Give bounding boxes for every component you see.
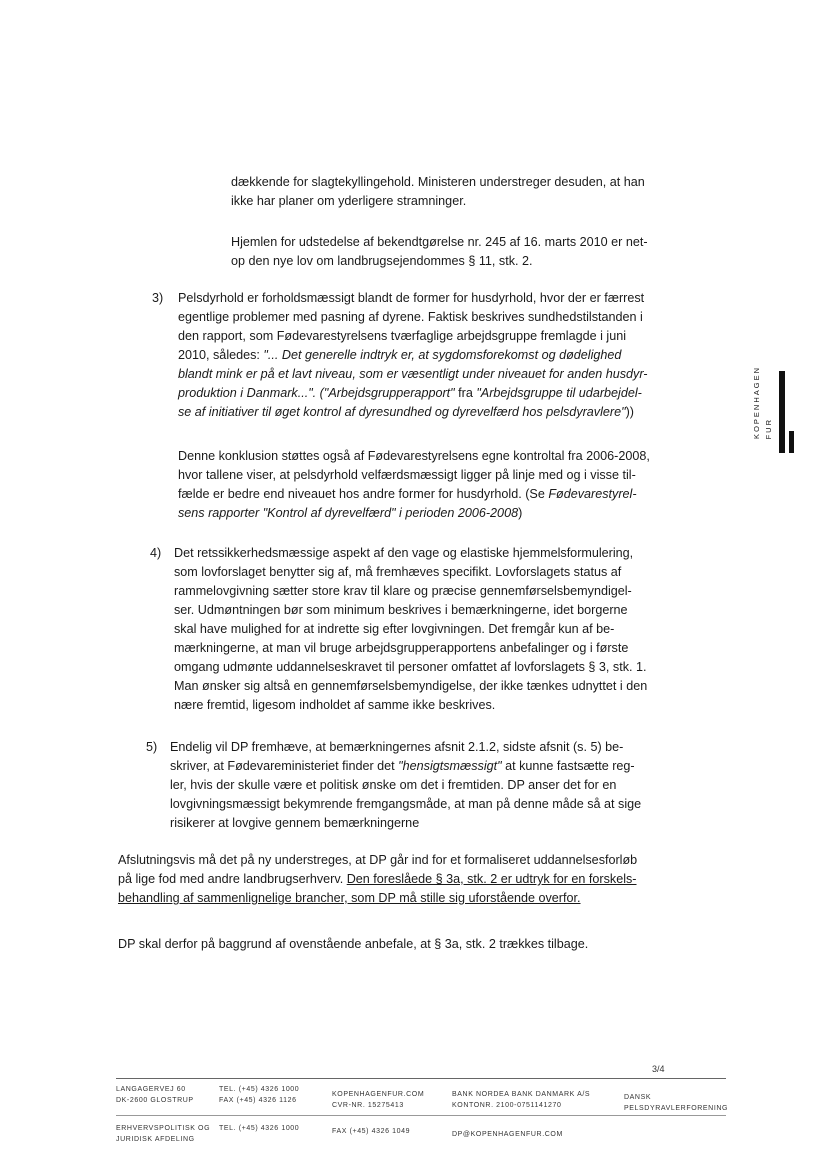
- hjemlen-paragraph: [231, 233, 648, 271]
- item-4-line: Det retssikkerhedsmæssige aspekt af den vage og elastiske hjemmelsformulering,: [174, 546, 634, 560]
- item-4-text: [174, 544, 647, 715]
- item-5-quote: "hensigtsmæssigt": [398, 759, 502, 773]
- footer-rule-top: [116, 1078, 726, 1079]
- conclusion-line-4: [178, 504, 650, 523]
- item-4-number: 4): [150, 546, 162, 560]
- item-4-line: mærkningerne, at man vil bruge arbejdsgrupperapportens anbefalinger og i første: [174, 641, 629, 655]
- conclusion-ref-start: Fødevarestyrel-: [548, 487, 637, 501]
- footer-bank: [452, 1089, 590, 1111]
- footer-rule-middle: [116, 1115, 726, 1116]
- closing-paragraph: [118, 851, 637, 908]
- footer-org-line-2: PELSDYRAVLERFORENING: [624, 1105, 729, 1112]
- footer-bank-name: BANK NORDEA BANK DANMARK A/S: [452, 1091, 591, 1098]
- footer-organisation: [624, 1092, 728, 1114]
- footer-dept-line-1: ERHVERVSPOLITISK OG: [116, 1125, 211, 1132]
- conclusion-close-paren: ): [518, 506, 523, 520]
- conclusion-ref-cont: sens rapporter "Kontrol af dyrevelfærd" i perioden 2006-2008: [178, 506, 519, 520]
- item-4-line: nære fremtid, ligesom indholdet af samme ikke beskrives.: [174, 698, 496, 712]
- item-3-line-2: egentlige problemer med pasning af dyrene. Faktisk beskrives sundhedstilstanden i: [178, 310, 643, 324]
- page-number: 3/4: [652, 1064, 665, 1074]
- footer-tel: TEL. (+45) 4326 1000: [219, 1086, 300, 1093]
- footer-address-city: DK-2600 GLOSTRUP: [116, 1097, 194, 1104]
- footer-dept-fax: FAX (+45) 4326 1049: [332, 1128, 411, 1135]
- logo-bar-tall: [779, 371, 785, 453]
- footer-address: [116, 1084, 194, 1106]
- item-3-source-title-cont: se af initiativer til øget kontrol af dyresundhed og dyrevelfærd hos pelsdyravlere": [178, 405, 626, 419]
- item-3-quote-end: produktion i Danmark...". ("Arbejdsgrupperapport": [178, 386, 455, 400]
- item-4-line: rammelovgivning sætter store krav til klare og præcise gennemførselsbemyndigel-: [174, 584, 632, 598]
- footer-department: [116, 1123, 210, 1145]
- closing-line-3: [118, 889, 637, 908]
- closing-line-2a: på lige fod med andre landbrugserhverv.: [118, 872, 347, 886]
- item-3-text: [178, 289, 648, 422]
- item-3-number: 3): [152, 291, 164, 305]
- footer-fax: FAX (+45) 4326 1126: [219, 1097, 297, 1104]
- item-3-quote-mid: blandt mink er på et lavt niveau, som er væsentligt under niveauet for anden husdyr-: [178, 367, 648, 381]
- item-3-source-title: "Arbejdsgruppe til udarbejdel-: [476, 386, 642, 400]
- item-3-quote-start: "... Det generelle indtryk er, at sygdomsforekomst og dødelighed: [263, 348, 622, 362]
- item-5-line-4: lovgivningsmæssigt bekymrende fremgangsmåde, at man på denne måde så at sige: [170, 797, 642, 811]
- footer-dept-line-2: JURIDISK AFDELING: [116, 1136, 195, 1143]
- item-5-text: [170, 738, 641, 833]
- closing-line-2: [118, 870, 637, 889]
- footer-cvr: CVR-NR. 15275413: [332, 1102, 404, 1109]
- item-5-line-3: ler, hvis der skulle være et politisk ønske om det i fremtiden. DP anser det for en: [170, 778, 617, 792]
- conclusion-line-3a: fælde er bedre end niveauet hos andre former for husdyrhold. (Se: [178, 487, 549, 501]
- item-3-line-4a: 2010, således:: [178, 348, 264, 362]
- hjemlen-line-2: op den nye lov om landbrugsejendommes § 11, stk. 2.: [231, 254, 533, 268]
- footer-phone-fax: [219, 1084, 299, 1106]
- closing-line-1: Afslutningsvis må det på ny understreges, at DP går ind for et formaliseret uddannelsesforløb: [118, 853, 638, 867]
- item-3-line-4: [178, 346, 648, 365]
- item-3-close-paren: )): [625, 405, 634, 419]
- footer-email-link[interactable]: DP@KOPENHAGENFUR.COM: [452, 1131, 563, 1138]
- hjemlen-line-1: Hjemlen for udstedelse af bekendtgørelse nr. 245 af 16. marts 2010 er net-: [231, 235, 648, 249]
- item-4-line: skal have mulighed for at indrette sig efter lovgivningen. Det fremgår kun af be-: [174, 622, 615, 636]
- logo-text-kopenhagen: KOPENHAGEN: [752, 366, 761, 439]
- item-5-line-2a: skriver, at Fødevareministeriet finder det: [170, 759, 399, 773]
- item-4-line: som lovforslaget benytter sig af, må fremhæves specifikt. Lovforslagets status af: [174, 565, 622, 579]
- item-3-line-7: [178, 403, 648, 422]
- conclusion-line-2: hvor tallene viser, at pelsdyrhold velfærdsmæssigt ligger på linje med og i visse til-: [178, 468, 636, 482]
- item-3-fra: fra: [454, 386, 477, 400]
- footer-dept-tel: TEL. (+45) 4326 1000: [219, 1125, 300, 1132]
- footer-org-line-1: DANSK: [624, 1094, 652, 1101]
- logo-text-fur: FUR: [764, 418, 773, 440]
- item-3-line-3: den rapport, som Fødevarestyrelsens tværfaglige arbejdsgruppe fremlagde i juni: [178, 329, 627, 343]
- conclusion-line-3: [178, 485, 650, 504]
- item-3-line-1: Pelsdyrhold er forholdsmæssigt blandt de former for husdyrhold, hvor der er færrest: [178, 291, 645, 305]
- intro-paragraph: [231, 173, 645, 211]
- closing-underlined-end: behandling af sammenlignelige brancher, som DP må stille sig uforstående overfor.: [118, 891, 581, 905]
- item-5-line-2: [170, 757, 641, 776]
- conclusion-line-1: Denne konklusion støttes også af Fødevarestyrelsens egne kontroltal fra 2006-2008,: [178, 449, 650, 463]
- intro-line-2: ikke har planer om yderligere stramninger.: [231, 194, 467, 208]
- item-4-line: ser. Udmøntningen bør som minimum beskrives i bemærkningerne, idet borgerne: [174, 603, 628, 617]
- logo-bar-short: [789, 431, 794, 453]
- intro-line-1: dækkende for slagtekyllingehold. Ministeren understreger desuden, at han: [231, 175, 645, 189]
- footer-address-street: LANGAGERVEJ 60: [116, 1086, 186, 1093]
- item-3-line-5: [178, 365, 648, 384]
- footer-account: KONTONR. 2100-0751141270: [452, 1102, 562, 1109]
- closing-underlined-start: Den foreslåede § 3a, stk. 2 er udtryk for en forskels-: [346, 872, 637, 886]
- item-5-line-5: risikerer at lovgive gennem bemærkningerne: [170, 816, 420, 830]
- item-4-line: omgang udmønte uddannelseskravet til personer omfattet af lovforslagets § 3, stk. 1.: [174, 660, 647, 674]
- footer-web-cvr: [332, 1089, 424, 1111]
- footer-website-link[interactable]: KOPENHAGENFUR.COM: [332, 1091, 425, 1098]
- item-3-conclusion: [178, 447, 650, 523]
- item-5-number: 5): [146, 740, 158, 754]
- item-5-line-2c: at kunne fastsætte reg-: [501, 759, 635, 773]
- item-3-line-6: [178, 384, 648, 403]
- recommendation: DP skal derfor på baggrund af ovenstående anbefale, at § 3a, stk. 2 trækkes tilbage.: [118, 937, 589, 951]
- item-5-line-1: Endelig vil DP fremhæve, at bemærkningernes afsnit 2.1.2, sidste afsnit (s. 5) be-: [170, 740, 624, 754]
- item-4-line: Man ønsker sig altså en gennemførselsbemyndigelse, der ikke tænkes udnyttet i den: [174, 679, 648, 693]
